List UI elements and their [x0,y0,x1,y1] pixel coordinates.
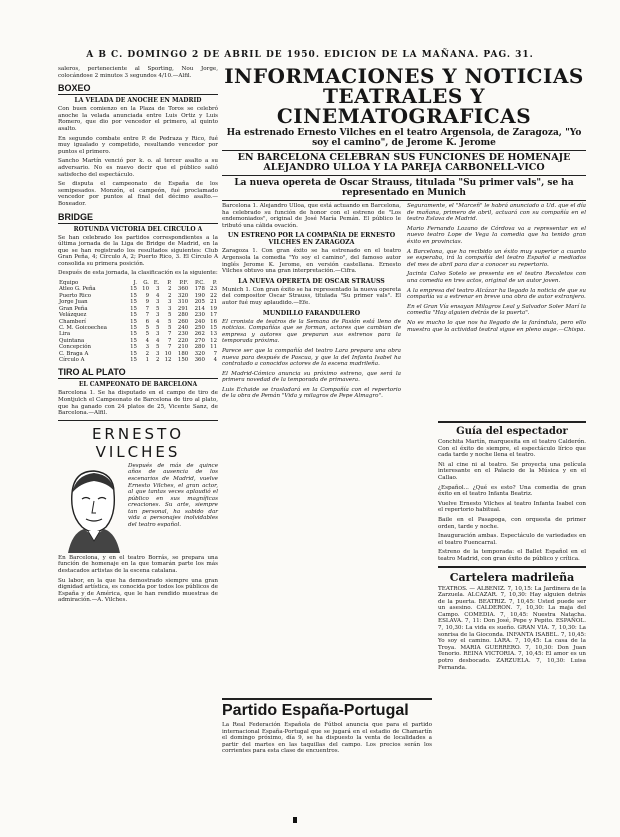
vilches-paragraph-1: Después de más de quince años de ausencia de los escenarios de Madrid, vuelve Ernesto Vilches, el gran actor, al que tantas veces aplaudió el público en sus magníficas creaciones. Su arte, siempre tan personal, ha sabido dar vida a personajes inolvidables del teatro español. [128,462,218,529]
news-paragraph: Barcelona 1. Alejandro Ulloa, que está actuando en Barcelona, ha celebrado su función de honor con el estreno de "Los endemoniados", original de José María Pemán. El público le tributó una cálida ovación. [222,203,401,229]
guia-list [438,439,586,563]
standings-cell: 15 [130,331,137,338]
standings-cell: 10 [142,286,150,293]
standings-cell: 15 [130,318,137,325]
headline-barcelona: EN BARCELONA CELEBRAN SUS FUNCIONES DE HOMENAJE ALEJANDRO ULLOA Y LA PAREJA CARBONELL-VICO [237,152,571,173]
news-paragraph: El Madrid-Cómico anuncia su próximo estreno, que será la primera novedad de la temporada de primavera. [222,370,401,384]
news-subheading: LA NUEVA OPERETA DE OSCAR STRAUSS [238,277,385,285]
news-column-1 [222,203,401,403]
standings-cell: 16 [210,318,217,325]
standings-cell: 5 [168,312,172,319]
standings-header-cell: G. [143,280,150,287]
divider [222,150,586,151]
guia-item: ¿Español... ¿Qué es esto? Una comedia de gran éxito en el teatro Infanta Beatriz. [438,484,586,498]
news-paragraph: Zaragoza 1. Con gran éxito se ha estrenado en el teatro Argensola la comedia "Yo soy el camino", del famoso autor inglés Jerome K. Jerome, en versión castellana. Ernesto Vilches obtuvo una gran interpretación.—Cifra. [222,248,401,275]
boxeo-subheading: LA VELADA DE ANOCHE EN MADRID [74,97,202,105]
standings-cell: 7 [168,331,172,338]
vilches-paragraph-3: Su labor, en la que ha demostrado siempre una gran dignidad artística, es conocida por todos los públicos de España y de América, que le han rendido muestras de admiración.—A. Vilches. [58,577,218,604]
standings-cell: 11 [210,344,217,351]
standings-row [58,357,218,363]
guia-item: Estreno de la temporada: el Ballet Español en el teatro Madrid, con gran éxito de público y crítica. [438,549,586,562]
standings-cell: 15 [130,350,137,357]
standings-cell: Velázquez [59,312,87,319]
standings-cell: 4 [155,318,160,325]
standings-cell: 178 [194,286,205,293]
bridge-standings-table [58,280,218,363]
partido-heading: Partido España-Portugal [222,698,432,720]
standings-cell: 4 [155,292,160,299]
standings-header-cell: P.F. [179,280,189,287]
vilches-portrait-illustration [58,463,126,553]
standings-cell: 240 [194,318,205,325]
divider [222,175,586,176]
standings-cell: 360 [194,356,205,363]
standings-cell: 262 [194,331,205,338]
cartelera-paragraph: TEATROS. — ALBENIZ. 7, 10,15: La Jardinera de la Zarzuela. ALCAZAR. 7, 10,30: Hay alguien detrás de la puerta. BEATRIZ. 7, 10,45: Usted puede ser un asesino. CALDERON. 7, 10,30: La maja del Campo. COMEDIA. 7, 10,45: Nuestra Natacha. ESLAVA. 7, 11: Don José, Pepe y Pepito. ESPAÑOL. 7, 10,30: La vida es sueño. GRAN VIA. 7, 10,30: La sonrisa de la Gioconda. INFANTA ISABEL. 7, 10,45: Yo soy el camino. LARA. 7, 10,45: La casa de la Troya. MARIA GUERRERO. 7, 10,30: Don Juan Tenorio. REINA VICTORIA. 7, 10,45: El amor es un potro desbocado. ZARZUELA. 7, 10,30: Luisa Fernanda. [438,585,586,671]
standings-cell: 220 [177,337,189,344]
vilches-text-lower [58,555,218,607]
standings-cell: 230 [194,312,205,319]
guia-item: Vuelve Ernesto Vilches al teatro Infanta Isabel con el repertorio habitual. [438,500,586,514]
standings-cell: 15 [130,299,137,306]
divider [222,200,586,201]
standings-header-cell: P.C. [195,280,205,287]
standings-cell: Atleo G. Peña [59,286,96,293]
standings-cell: Quintana [59,337,85,344]
news-paragraph: No es mucho lo que nos ha llegado de la farándula, pero ello muestra que la actividad teatral sigue en pleno auge.—Chispa. [407,319,586,333]
standings-cell: 280 [194,344,205,351]
partido-paragraph: La Real Federación Española de Fútbol anuncia que para el partido internacional España-Portugal que se jugará en el estadio de Chamartín el domingo próximo, día 9, se ha dispuesto la venta de localidades a partir del martes en las taquillas del campo. Los precios serán los corrientes para esta clase de encuentros. [222,722,432,755]
guia-item: Conchita Martín, marquesita en el teatro Calderón. Con el éxito de siempre, el espectáculo lírico que cada tarde y noche llena el teatro. [438,439,586,459]
news-paragraph: A la empresa del teatro Alcázar ha llegado la noticia de que su compañía va a estrenar en breve una obra de autor extranjero. [407,287,586,301]
standings-cell: 5 [155,324,160,331]
standings-cell: 2 [145,350,150,357]
standings-cell: 4 [145,337,150,344]
standings-cell: 5 [155,305,160,312]
news-subcolumns [222,203,586,403]
standings-cell: 3 [155,312,160,319]
standings-cell: 19 [210,305,217,312]
standings-cell: Chamberí [59,318,86,325]
divider [58,420,218,421]
standings-cell: 270 [194,337,205,344]
standings-cell: 15 [210,324,217,331]
standings-cell: 15 [130,344,137,351]
standings-cell: 4 [213,356,217,363]
standings-cell: 240 [177,324,189,331]
boxeo-paragraph-2: En segundo combate entre P. de Pedraza y Rico, fué muy igualado y competido, resultando vencedor por puntos el primero. [58,135,218,155]
news-paragraph: Munich 1. Con gran éxito se ha representado la nueva opereta del compositor Oscar Strauss, titulada "Su primer vals". El autor fué muy aplaudido.—Efe. [222,286,401,306]
standings-cell: 230 [177,331,189,338]
standings-cell: 21 [210,299,217,306]
standings-cell: 7 [168,337,172,344]
tiro-paragraph-1: Barcelona 1. Se ha disputado en el campo de tiro de Montjuïch el Campeonato de Barcelona de tiro al plato, que ha ganado con 24 platos de 25, Vicente Sanz, de Barcelona.—Alfil. [58,390,218,417]
standings-header-cell: J. [133,280,137,287]
boxeo-paragraph-1: Con buen comienzo en la Plaza de Toros se celebró anoche la velada anunciada entre Luis Ortiz y Luis Romero, que dio por vencedor el primero, al quinto asalto. [58,106,218,132]
guia-item: Inauguración ambas. Espectáculo de variedades en el teatro Fuencarral. [438,533,586,546]
standings-cell: 5 [155,344,160,351]
standings-cell: Gran Peña [59,305,88,312]
standings-cell: 5 [168,324,172,331]
standings-cell: 360 [177,286,189,293]
standings-cell: 210 [177,344,189,351]
standings-cell: 10 [164,350,172,357]
standings-header-cell: Equipo [59,280,79,287]
standings-cell: 23 [210,286,217,293]
standings-cell: 3 [155,350,160,357]
main-headline-block [222,66,586,403]
standings-cell: Círculo A [59,356,85,363]
standings-cell: 7 [145,305,150,312]
standings-cell: C. Braga A [59,350,89,357]
cartelera-heading: Cartelera madrileña [449,570,575,584]
bridge-subheading: ROTUNDA VICTORIA DEL CIRCULO A [73,225,203,233]
standings-cell: 320 [177,292,189,299]
headline-line-2: TEATRALES Y CINEMATOGRAFICAS [276,84,532,128]
standings-cell: 7 [145,312,150,319]
news-paragraph: Seguramente, el "Marceñ" le habrá anunciado a Ud. que el día de mañana, primero de abril, actuará con su compañía en el teatro Eslava de Madrid. [407,203,586,223]
standings-cell: 205 [194,299,205,306]
standings-cell: 150 [177,356,189,363]
standings-cell: 9 [145,292,150,299]
standings-cell: 3 [155,286,160,293]
standings-cell: 190 [194,292,205,299]
vilches-title: ERNESTO VILCHES [91,424,185,461]
standings-cell: 280 [177,312,189,319]
standings-cell: 22 [210,292,217,299]
bridge-paragraph-1: Se han celebrado los partidos correspondientes a la última jornada de la Liga de Bridge de Madrid, en la que se han registrado los resultados siguientes: Club Gran Peña, 4; Círculo A, 2; Puerto Rico, 3. El Círculo A consolida su primera posición. [58,234,218,267]
boxeo-paragraph-3: Sancho Martín venció por k. o. al tercer asalto a su adversario. No es nuevo decir que el público salió satisfecho del espectáculo. [58,158,218,178]
headline-line-1: INFORMACIONES Y NOTICIAS [224,64,584,88]
standings-cell: 2 [168,286,172,293]
partido-block [222,696,432,758]
divider [438,566,586,568]
headline-zaragoza: Ha estrenado Ernesto Vilches en el teatro Argensola, de Zaragoza, "Yo soy el camino", de Jerome K. Jerome [226,128,582,148]
standings-cell: 180 [177,350,189,357]
standings-cell: 3 [155,299,160,306]
standings-cell: 17 [210,312,217,319]
standings-cell: 9 [145,299,150,306]
standings-cell: 3 [145,344,150,351]
standings-cell: 7 [168,344,172,351]
boxeo-paragraph-4: Se disputa el campeonato de España de los semipesados. Monzón, el campeón, fué proclamado vencedor por puntos al final del décimo asalto.—Boxeador. [58,181,218,207]
standings-cell: 5 [145,331,150,338]
vilches-paragraph-2: En Barcelona, y en el teatro Borrás, se prepara una función de homenaje en la que tomarán parte los más destacados artistas de la escena catalana. [58,554,218,574]
standings-cell: Lira [59,331,71,338]
news-paragraph: Jacinta Calvo Sotelo se presenta en el teatro Recoletos con una comedia en tres actos, original de un autor joven. [407,271,586,284]
standings-cell: 15 [130,286,137,293]
standings-header-cell: P. [212,280,217,287]
standings-body [58,286,218,363]
standings-cell: 15 [130,305,137,312]
news-paragraph: En el Gran Vía ensayan Milagros Leal y Salvador Soler Marí la comedia "Hay alguien detrás de la puerta". [407,303,586,317]
standings-cell: 12 [164,356,172,363]
left-intro: saleros, perteneciente al Sporting, Nou Jorge, colocándose 2 minutos 3 segundos 4/10.—Alfil. [58,66,218,79]
standings-cell: 7 [213,350,217,357]
standings-header-cell: P. [167,280,172,287]
guia-heading: Guía del espectador [456,426,568,437]
standings-cell: Puerto Rico [59,292,92,299]
standings-cell: Concepción [59,344,91,351]
standings-cell: 15 [130,356,137,363]
news-column-2 [407,203,586,403]
left-column [58,66,218,608]
standings-cell: 2 [168,292,172,299]
news-paragraph: Parece ser que la compañía del teatro Lara prepara una obra nueva para después de Pascua, y que la del Infanta Isabel ha contratado a conocidos actores de la escena madrileña. [222,347,401,368]
standings-cell: 13 [210,331,217,338]
standings-cell: C. M. Goicoechea [59,324,107,331]
news-subheading: UN ESTRENO POR LA COMPAÑIA DE ERNESTO VILCHES EN ZARAGOZA [227,232,396,247]
news-subheading: MUNDILLO FARANDULERO [262,309,361,317]
standings-cell: 5 [168,318,172,325]
vilches-feature [58,463,218,608]
standings-cell: 3 [168,299,172,306]
standings-cell: 3 [168,305,172,312]
standings-cell: 310 [177,299,189,306]
divider [438,421,586,423]
standings-cell: 15 [130,337,137,344]
standings-cell: 15 [130,292,137,299]
standings-cell: 15 [130,312,137,319]
guia-item: Baile en el Pasapoga, con orquesta de primer orden, tarde y noche. [438,516,586,530]
print-mark [293,817,297,823]
bridge-paragraph-2: Después de esta jornada, la clasificación es la siguiente: [58,270,218,277]
boxeo-heading: BOXEO [58,83,218,95]
standings-cell: 260 [177,318,189,325]
standings-cell: 12 [210,337,217,344]
standings-cell: 15 [130,324,137,331]
tiro-subheading: EL CAMPEONATO DE BARCELONA [78,381,198,389]
news-paragraph: A Barcelona, que ha recibido un éxito muy superior a cuanto se esperaba, irá la compañía del teatro Español a mediados del mes de abril para dar a conocer su repertorio. [407,248,586,268]
standings-cell: 2 [155,356,160,363]
standings-cell: 320 [194,350,205,357]
standings-cell: 214 [194,305,205,312]
bridge-heading: BRIDGE [58,212,218,224]
vilches-text [128,463,218,532]
tiro-heading: TIRO AL PLATO [58,367,218,379]
standings-cell: 4 [155,337,160,344]
standings-header-cell: E. [153,280,160,287]
standings-cell: 3 [155,331,160,338]
running-head: A B C. DOMINGO 2 DE ABRIL DE 1950. EDICION DE LA MAÑANA. PAG. 31. [86,50,534,60]
guia-item: Ni al cine ni al teatro. Se proyecta una película interesante en el Palacio de la Música y en el Callao. [438,461,586,481]
news-paragraph: Luis Echaide se trasladará en la Compañía con el repertorio de la obra de Pemán "Vida y milagros de Pepe Almagro". [222,386,401,400]
standings-cell: 291 [177,305,189,312]
news-paragraph: Mario Fernando Lozano de Córdova va a representar en el nuevo teatro Lope de Vega la comedia que ha tenido gran éxito en provincias. [407,225,586,245]
standings-cell: 6 [145,318,150,325]
guia-block [438,418,586,674]
standings-cell: 250 [194,324,205,331]
news-paragraph: El cronista de teatros de la Semana de Pasión está lleno de noticias. Compañías que se forman, actores que cambian de empresa y autores que preparan sus estrenos para la temporada próxima. [222,318,401,345]
standings-cell: Jorge Juan [59,299,88,306]
standings-cell: 1 [145,356,150,363]
standings-cell: 5 [145,324,150,331]
headline-munich: La nueva opereta de Oscar Strauss, titulada "Su primer vals", se ha representado en Munich [234,178,574,198]
